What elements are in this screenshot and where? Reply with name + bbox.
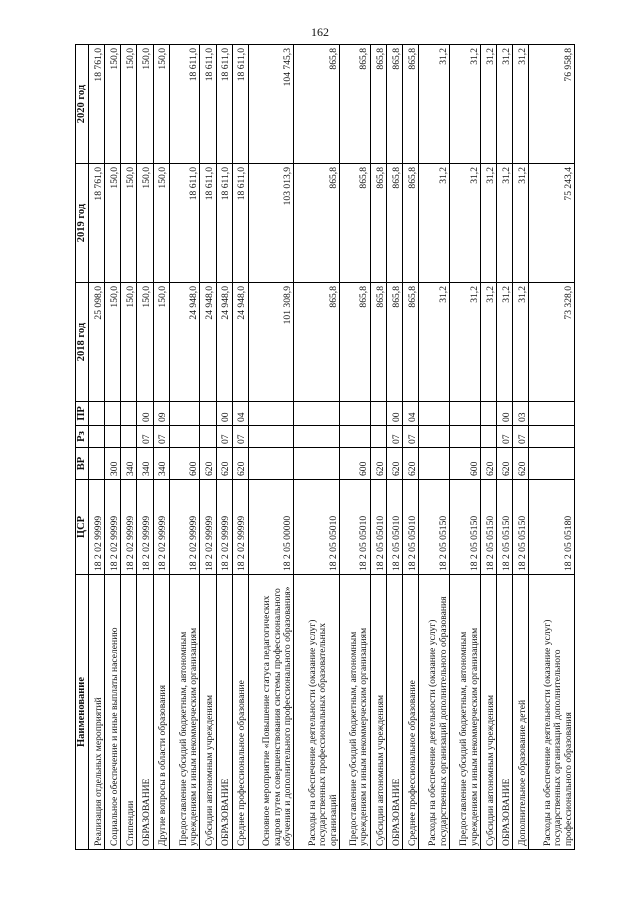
row-rz-cell: 07 <box>216 426 232 448</box>
row-csr-cell: 18 2 05 05150 <box>480 480 496 575</box>
row-pr-cell <box>339 402 370 426</box>
row-vr-cell: 620 <box>403 448 419 480</box>
row-vr-cell: 600 <box>450 448 481 480</box>
row-csr-cell: 18 2 02 99999 <box>105 480 121 575</box>
row-2018-cell: 865,8 <box>339 283 370 402</box>
row-csr-cell: 18 2 05 05150 <box>419 480 450 575</box>
table-row <box>232 45 248 850</box>
table-row <box>248 45 294 850</box>
row-csr-cell: 18 2 05 05010 <box>370 480 386 575</box>
row-name-cell: Социальное обеспечение и иные выплаты населению <box>105 575 121 850</box>
row-2018-cell: 150,0 <box>121 283 137 402</box>
row-name-cell: Предоставление субсидий бюджетным, автономным учреждениям и иным некоммерческим организациям <box>169 575 200 850</box>
row-rz-cell <box>89 426 105 448</box>
row-vr-cell: 620 <box>497 448 513 480</box>
row-name-cell: Расходы на обеспечение деятельности (оказание услуг) государственных организаций дополнительного образования <box>419 575 450 850</box>
row-2019-cell: 18 611,0 <box>232 164 248 283</box>
row-vr-cell: 340 <box>137 448 153 480</box>
row-2020-cell: 150,0 <box>137 45 153 164</box>
row-csr-cell: 18 2 05 00000 <box>248 480 294 575</box>
row-pr-cell: 00 <box>386 402 402 426</box>
table-row <box>121 45 137 850</box>
row-2019-cell: 103 013,9 <box>248 164 294 283</box>
row-vr-cell: 620 <box>480 448 496 480</box>
row-2019-cell: 18 611,0 <box>200 164 216 283</box>
row-2020-cell: 865,8 <box>370 45 386 164</box>
row-2020-cell: 31,2 <box>450 45 481 164</box>
row-name-cell: Субсидии автономным учреждениям <box>480 575 496 850</box>
row-csr-cell: 18 2 02 99999 <box>169 480 200 575</box>
row-vr-cell <box>294 448 340 480</box>
row-2019-cell: 75 243,4 <box>529 164 575 283</box>
row-2019-cell: 31,2 <box>450 164 481 283</box>
row-2018-cell: 73 328,0 <box>529 283 575 402</box>
row-vr-cell: 600 <box>169 448 200 480</box>
row-name-cell: Дополнительное образование детей <box>513 575 529 850</box>
row-2020-cell: 104 745,3 <box>248 45 294 164</box>
row-2018-cell: 150,0 <box>137 283 153 402</box>
row-2020-cell: 865,8 <box>386 45 402 164</box>
table-row <box>419 45 450 850</box>
row-vr-cell <box>529 448 575 480</box>
row-vr-cell <box>248 448 294 480</box>
row-pr-cell <box>450 402 481 426</box>
table-row <box>480 45 496 850</box>
row-2019-cell: 31,2 <box>513 164 529 283</box>
row-csr-cell: 18 2 02 99999 <box>232 480 248 575</box>
row-rz-cell: 07 <box>497 426 513 448</box>
row-pr-cell <box>121 402 137 426</box>
table-row <box>370 45 386 850</box>
row-rz-cell <box>339 426 370 448</box>
row-csr-cell: 18 2 05 05010 <box>386 480 402 575</box>
row-name-cell: ОБРАЗОВАНИЕ <box>137 575 153 850</box>
row-2020-cell: 150,0 <box>105 45 121 164</box>
table-row <box>403 45 419 850</box>
row-2018-cell: 150,0 <box>105 283 121 402</box>
table-row <box>294 45 340 850</box>
row-pr-cell: 04 <box>403 402 419 426</box>
row-2019-cell: 865,8 <box>339 164 370 283</box>
row-name-cell: Субсидии автономным учреждениям <box>370 575 386 850</box>
row-vr-cell: 620 <box>513 448 529 480</box>
table-header-row <box>76 45 89 850</box>
row-rz-cell <box>370 426 386 448</box>
row-2019-cell: 865,8 <box>403 164 419 283</box>
row-csr-cell: 18 2 02 99999 <box>137 480 153 575</box>
row-pr-cell <box>169 402 200 426</box>
table-row <box>529 45 575 850</box>
row-2020-cell: 18 611,0 <box>169 45 200 164</box>
row-rz-cell <box>529 426 575 448</box>
row-2018-cell: 865,8 <box>370 283 386 402</box>
row-name-cell: Субсидии автономным учреждениям <box>200 575 216 850</box>
row-2019-cell: 150,0 <box>105 164 121 283</box>
row-2020-cell: 150,0 <box>121 45 137 164</box>
header-rz: Рз <box>76 426 89 448</box>
row-rz-cell: 07 <box>403 426 419 448</box>
row-2018-cell: 31,2 <box>419 283 450 402</box>
row-csr-cell: 18 2 02 99999 <box>200 480 216 575</box>
row-pr-cell: 03 <box>513 402 529 426</box>
header-2020: 2020 год <box>76 45 89 164</box>
row-2018-cell: 865,8 <box>403 283 419 402</box>
row-2020-cell: 76 958,8 <box>529 45 575 164</box>
row-pr-cell: 04 <box>232 402 248 426</box>
row-2020-cell: 18 611,0 <box>200 45 216 164</box>
row-2018-cell: 24 948,0 <box>216 283 232 402</box>
table-row <box>497 45 513 850</box>
row-pr-cell <box>294 402 340 426</box>
table-row <box>386 45 402 850</box>
row-pr-cell: 00 <box>137 402 153 426</box>
table-row <box>89 45 105 850</box>
header-pr: ПР <box>76 402 89 426</box>
row-csr-cell: 18 2 02 99999 <box>153 480 169 575</box>
row-2019-cell: 865,8 <box>294 164 340 283</box>
row-vr-cell <box>89 448 105 480</box>
header-vr: ВР <box>76 448 89 480</box>
row-2018-cell: 150,0 <box>153 283 169 402</box>
row-2019-cell: 18 611,0 <box>169 164 200 283</box>
row-pr-cell <box>248 402 294 426</box>
row-2019-cell: 18 611,0 <box>216 164 232 283</box>
row-vr-cell: 620 <box>200 448 216 480</box>
row-csr-cell: 18 2 05 05150 <box>450 480 481 575</box>
row-2020-cell: 18 611,0 <box>216 45 232 164</box>
table-row <box>450 45 481 850</box>
row-pr-cell <box>105 402 121 426</box>
row-name-cell: ОБРАЗОВАНИЕ <box>497 575 513 850</box>
row-pr-cell: 00 <box>216 402 232 426</box>
table-body <box>89 45 575 850</box>
row-csr-cell: 18 2 05 05180 <box>529 480 575 575</box>
row-name-cell: Стипендии <box>121 575 137 850</box>
row-name-cell: Среднее профессиональное образование <box>403 575 419 850</box>
row-csr-cell: 18 2 02 99999 <box>121 480 137 575</box>
row-name-cell: Другие вопросы в области образования <box>153 575 169 850</box>
header-2018: 2018 год <box>76 283 89 402</box>
row-pr-cell <box>89 402 105 426</box>
row-2019-cell: 18 761,0 <box>89 164 105 283</box>
header-2019: 2019 год <box>76 164 89 283</box>
row-vr-cell: 620 <box>370 448 386 480</box>
row-2018-cell: 31,2 <box>480 283 496 402</box>
table-row <box>137 45 153 850</box>
row-rz-cell: 07 <box>137 426 153 448</box>
row-csr-cell: 18 2 05 05150 <box>513 480 529 575</box>
row-csr-cell: 18 2 05 05010 <box>339 480 370 575</box>
row-2018-cell: 865,8 <box>294 283 340 402</box>
row-2019-cell: 150,0 <box>137 164 153 283</box>
row-csr-cell: 18 2 02 99999 <box>89 480 105 575</box>
row-rz-cell <box>248 426 294 448</box>
table-row <box>153 45 169 850</box>
row-rz-cell: 07 <box>232 426 248 448</box>
row-pr-cell <box>419 402 450 426</box>
row-2019-cell: 865,8 <box>370 164 386 283</box>
row-2020-cell: 31,2 <box>497 45 513 164</box>
rotated-table-container <box>75 45 575 850</box>
table-row <box>169 45 200 850</box>
row-csr-cell: 18 2 05 05010 <box>403 480 419 575</box>
row-2020-cell: 18 611,0 <box>232 45 248 164</box>
table-row <box>200 45 216 850</box>
budget-table <box>75 44 575 850</box>
row-vr-cell: 340 <box>121 448 137 480</box>
row-pr-cell: 00 <box>497 402 513 426</box>
row-rz-cell <box>169 426 200 448</box>
row-2018-cell: 101 308,9 <box>248 283 294 402</box>
row-csr-cell: 18 2 02 99999 <box>216 480 232 575</box>
row-2018-cell: 31,2 <box>513 283 529 402</box>
row-rz-cell <box>450 426 481 448</box>
row-2018-cell: 865,8 <box>386 283 402 402</box>
row-2020-cell: 865,8 <box>403 45 419 164</box>
row-pr-cell <box>370 402 386 426</box>
row-vr-cell: 620 <box>216 448 232 480</box>
row-name-cell: Предоставление субсидий бюджетным, автономным учреждениям и иным некоммерческим организациям <box>450 575 481 850</box>
row-rz-cell: 07 <box>386 426 402 448</box>
row-name-cell: Расходы на обеспечение деятельности (оказание услуг) государственных организаций дополнительного профессионального образования <box>529 575 575 850</box>
row-2019-cell: 31,2 <box>497 164 513 283</box>
row-name-cell: Предоставление субсидий бюджетным, автономным учреждениям и иным некоммерческим организациям <box>339 575 370 850</box>
row-2018-cell: 31,2 <box>450 283 481 402</box>
row-csr-cell: 18 2 05 05150 <box>497 480 513 575</box>
row-vr-cell: 620 <box>232 448 248 480</box>
row-2018-cell: 25 098,0 <box>89 283 105 402</box>
table-row <box>216 45 232 850</box>
page-number: 162 <box>311 25 329 39</box>
row-pr-cell <box>200 402 216 426</box>
row-2020-cell: 18 761,0 <box>89 45 105 164</box>
row-rz-cell <box>121 426 137 448</box>
table-row <box>339 45 370 850</box>
row-rz-cell: 07 <box>153 426 169 448</box>
row-2020-cell: 865,8 <box>339 45 370 164</box>
row-rz-cell <box>480 426 496 448</box>
row-rz-cell: 07 <box>513 426 529 448</box>
row-2018-cell: 24 948,0 <box>169 283 200 402</box>
row-2019-cell: 31,2 <box>419 164 450 283</box>
row-vr-cell: 300 <box>105 448 121 480</box>
row-name-cell: Расходы на обеспечение деятельности (оказание услуг) государственных профессиональных образовательных организаций <box>294 575 340 850</box>
row-2019-cell: 31,2 <box>480 164 496 283</box>
row-name-cell: Основное мероприятие «Повышение статуса педагогических кадров путем совершенствования системы профессионального обучения и дополнительного профессионального образования» <box>248 575 294 850</box>
row-name-cell: ОБРАЗОВАНИЕ <box>216 575 232 850</box>
row-2020-cell: 31,2 <box>513 45 529 164</box>
row-vr-cell: 620 <box>386 448 402 480</box>
row-2019-cell: 865,8 <box>386 164 402 283</box>
row-2020-cell: 865,8 <box>294 45 340 164</box>
row-csr-cell: 18 2 05 05010 <box>294 480 340 575</box>
header-csr: ЦСР <box>76 480 89 575</box>
row-pr-cell: 09 <box>153 402 169 426</box>
row-vr-cell: 600 <box>339 448 370 480</box>
table-row <box>513 45 529 850</box>
header-name: Наименование <box>76 575 89 850</box>
row-rz-cell <box>105 426 121 448</box>
row-2018-cell: 24 948,0 <box>200 283 216 402</box>
table-row <box>105 45 121 850</box>
row-2018-cell: 24 948,0 <box>232 283 248 402</box>
row-rz-cell <box>419 426 450 448</box>
row-name-cell: Среднее профессиональное образование <box>232 575 248 850</box>
row-name-cell: ОБРАЗОВАНИЕ <box>386 575 402 850</box>
row-2020-cell: 31,2 <box>419 45 450 164</box>
row-name-cell: Реализация отдельных мероприятий <box>89 575 105 850</box>
row-vr-cell: 340 <box>153 448 169 480</box>
row-2019-cell: 150,0 <box>121 164 137 283</box>
row-rz-cell <box>200 426 216 448</box>
row-2019-cell: 150,0 <box>153 164 169 283</box>
row-pr-cell <box>480 402 496 426</box>
row-2020-cell: 31,2 <box>480 45 496 164</box>
row-rz-cell <box>294 426 340 448</box>
row-pr-cell <box>529 402 575 426</box>
row-vr-cell <box>419 448 450 480</box>
row-2020-cell: 150,0 <box>153 45 169 164</box>
row-2018-cell: 31,2 <box>497 283 513 402</box>
